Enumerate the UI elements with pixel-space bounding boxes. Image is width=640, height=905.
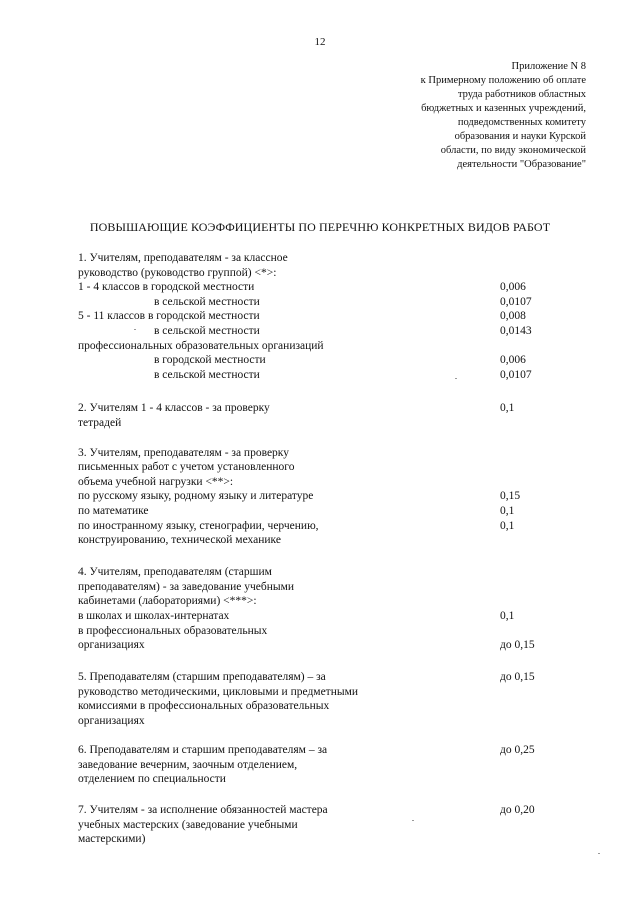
appendix-line: труда работников областных bbox=[457, 89, 586, 100]
coefficient-value: 0,006 bbox=[500, 281, 526, 293]
coefficient-value: 0,1 bbox=[500, 520, 515, 532]
section-5-heading: 5. Преподавателям (старшим преподавателям) – за bbox=[78, 671, 326, 683]
section-4-heading: преподавателям) - за заведование учебными bbox=[78, 581, 295, 593]
coefficient-value: 0,1 bbox=[500, 505, 515, 517]
document-title: ПОВЫШАЮЩИЕ КОЭФФИЦИЕНТЫ ПО ПЕРЕЧНЮ КОНКРЕТНЫХ ВИДОВ РАБОТ bbox=[89, 220, 551, 234]
appendix-line: бюджетных и казенных учреждений, bbox=[421, 103, 586, 114]
section-7-heading: 7. Учителям - за исполнение обязанностей мастера bbox=[78, 804, 328, 816]
section-1-heading: руководство (руководство группой) <*>: bbox=[78, 267, 277, 279]
coefficient-value: 0,1 bbox=[500, 610, 515, 622]
item-label: по иностранному языку, стенографии, черчению, bbox=[78, 520, 319, 532]
scan-speck bbox=[455, 378, 457, 379]
section-6-heading: заведование вечерним, заочным отделением, bbox=[78, 759, 298, 771]
item-label: по математике bbox=[78, 505, 149, 517]
appendix-line: к Примерному положению об оплате bbox=[420, 75, 586, 86]
coefficient-value: до 0,15 bbox=[500, 671, 535, 683]
item-label: в профессиональных образовательных bbox=[78, 625, 268, 637]
section-6-heading: 6. Преподавателям и старшим преподавателям – за bbox=[78, 744, 328, 756]
item-label: 1 - 4 классов в городской местности bbox=[78, 281, 255, 293]
scan-speck bbox=[134, 329, 136, 330]
section-3-heading: объема учебной нагрузки <**>: bbox=[78, 476, 234, 488]
appendix-header bbox=[350, 60, 586, 172]
item-label: в сельской местности bbox=[154, 296, 260, 308]
page-number: 12 bbox=[314, 36, 326, 48]
scan-speck bbox=[412, 820, 414, 821]
coefficient-value: 0,006 bbox=[500, 354, 526, 366]
coefficient-value: 0,0107 bbox=[500, 369, 532, 381]
section-5-heading: организациях bbox=[78, 715, 145, 727]
item-label: в сельской местности bbox=[154, 325, 260, 337]
section-3-heading: 3. Учителям, преподавателям - за проверку bbox=[78, 447, 289, 459]
appendix-line: образования и науки Курской bbox=[454, 131, 586, 142]
section-4-heading: 4. Учителям, преподавателям (старшим bbox=[78, 566, 272, 578]
section-6-heading: отделением по специальности bbox=[78, 773, 226, 785]
appendix-line: области, по виду экономической bbox=[440, 145, 586, 156]
appendix-line: Приложение N 8 bbox=[511, 61, 586, 72]
section-2-heading: тетрадей bbox=[78, 417, 122, 429]
section-7-heading: учебных мастерских (заведование учебными bbox=[78, 819, 298, 831]
section-5-heading: руководство методическими, цикловыми и предметными bbox=[78, 686, 359, 698]
coefficient-value: 0,0143 bbox=[500, 325, 532, 337]
scan-speck bbox=[598, 853, 600, 854]
item-label: организациях bbox=[78, 639, 145, 651]
section-7-heading: мастерскими) bbox=[78, 833, 146, 845]
section-3-heading: письменных работ с учетом установленного bbox=[78, 461, 295, 473]
item-label: в городской местности bbox=[154, 354, 266, 366]
item-label: 5 - 11 классов в городской местности bbox=[78, 310, 260, 322]
coefficient-value: 0,1 bbox=[500, 402, 515, 414]
item-label: профессиональных образовательных организаций bbox=[78, 340, 324, 352]
section-4-heading: кабинетами (лабораториями) <***>: bbox=[78, 595, 257, 607]
coefficient-value: до 0,15 bbox=[500, 639, 535, 651]
appendix-line: подведомственных комитету bbox=[457, 117, 586, 128]
item-label: конструированию, технической механике bbox=[78, 534, 281, 546]
item-label: по русскому языку, родному языку и литературе bbox=[78, 490, 314, 502]
section-5-heading: комиссиями в профессиональных образовательных bbox=[78, 700, 330, 712]
coefficient-value: 0,0107 bbox=[500, 296, 532, 308]
item-label: в сельской местности bbox=[154, 369, 260, 381]
coefficient-value: до 0,20 bbox=[500, 804, 535, 816]
section-1-heading: 1. Учителям, преподавателям - за классное bbox=[78, 252, 288, 264]
coefficient-value: 0,008 bbox=[500, 310, 526, 322]
item-label: в школах и школах-интернатах bbox=[78, 610, 230, 622]
section-2-heading: 2. Учителям 1 - 4 классов - за проверку bbox=[78, 402, 270, 414]
appendix-line: деятельности "Образование" bbox=[457, 159, 586, 170]
coefficient-value: 0,15 bbox=[500, 490, 521, 502]
coefficient-value: до 0,25 bbox=[500, 744, 535, 756]
